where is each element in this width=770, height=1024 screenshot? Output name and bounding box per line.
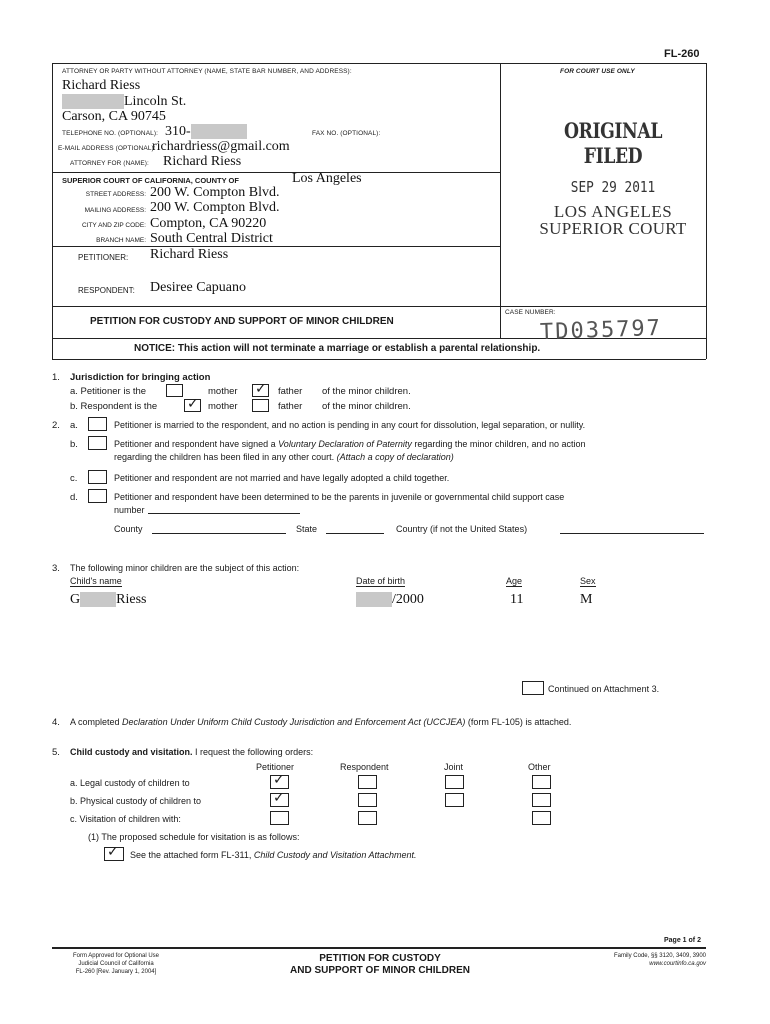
court-mailing: 200 W. Compton Blvd. xyxy=(150,200,280,215)
mailing-label: MAILING ADDRESS: xyxy=(84,207,146,214)
child-dob: /2000 xyxy=(356,592,424,608)
col-other: Other xyxy=(528,762,551,772)
form-id: FL-260 xyxy=(664,48,700,60)
s2-b-checkbox[interactable] xyxy=(88,436,107,450)
case-number: TD035797 xyxy=(539,315,663,346)
attorney-for-label: ATTORNEY FOR (NAME): xyxy=(70,160,149,167)
col-age: Age xyxy=(506,576,523,586)
s5-b-respondent-checkbox[interactable] xyxy=(358,793,377,807)
child-age: 11 xyxy=(510,592,524,607)
fax-label: FAX NO. (OPTIONAL): xyxy=(312,130,381,137)
s1-num: 1. xyxy=(52,372,60,383)
notice: NOTICE: This action will not terminate a marriage or establish a parental relationship. xyxy=(134,343,541,354)
s1-a-label: a. Petitioner is the xyxy=(70,386,147,397)
redaction-block xyxy=(191,124,247,139)
s5-b: b. Physical custody of children to xyxy=(70,796,202,806)
redaction-block xyxy=(356,592,392,607)
case-number-label: CASE NUMBER: xyxy=(505,309,556,316)
case-number-line[interactable] xyxy=(148,513,300,514)
s2-d-text: Petitioner and respondent have been determined to be the parents in juvenile or governmental child support case xyxy=(114,492,565,502)
court-branch: South Central District xyxy=(150,231,273,246)
s2-a-checkbox[interactable] xyxy=(88,417,107,431)
child-sex: M xyxy=(580,592,593,607)
s3-text: The following minor children are the subject of this action: xyxy=(70,563,300,573)
court-city: Compton, CA 90220 xyxy=(150,216,267,231)
attorney-name: Richard Riess xyxy=(62,78,141,93)
s2-num: 2. xyxy=(52,420,60,431)
check-icon: ✓ xyxy=(187,396,199,412)
s1-a-mother-checkbox[interactable] xyxy=(166,384,183,397)
form-title: PETITION FOR CUSTODY AND SUPPORT OF MINOR CHILDREN xyxy=(90,316,394,327)
petitioner-label: PETITIONER: xyxy=(78,253,129,262)
check-icon: ✓ xyxy=(255,381,267,397)
redaction-block xyxy=(62,94,124,109)
s2-c-checkbox[interactable] xyxy=(88,470,107,484)
page-number: Page 1 of 2 xyxy=(664,937,701,944)
redaction-block xyxy=(80,592,116,607)
check-icon: ✓ xyxy=(273,790,285,806)
s5-c-petitioner-checkbox[interactable] xyxy=(270,811,289,825)
s4-num: 4. xyxy=(52,717,60,728)
court-street: 200 W. Compton Blvd. xyxy=(150,185,280,200)
city-label: CITY AND ZIP CODE: xyxy=(81,222,146,229)
s1-heading: Jurisdiction for bringing action xyxy=(70,372,211,383)
s5-a-respondent-checkbox[interactable] xyxy=(358,775,377,789)
attorney-for-value: Richard Riess xyxy=(163,154,242,169)
col-petitioner: Petitioner xyxy=(256,762,295,772)
petitioner-value: Richard Riess xyxy=(150,247,229,262)
s5-a-other-checkbox[interactable] xyxy=(532,775,551,789)
s2-d-checkbox[interactable] xyxy=(88,489,107,503)
country-line[interactable] xyxy=(560,533,704,534)
respondent-value: Desiree Capuano xyxy=(150,280,247,295)
s5-a-joint-checkbox[interactable] xyxy=(445,775,464,789)
s1-a-suffix: of the minor children. xyxy=(322,386,411,397)
s5-heading: Child custody and visitation. I request the following orders: xyxy=(70,747,314,757)
attorney-label: ATTORNEY OR PARTY WITHOUT ATTORNEY (NAME, STATE BAR NUMBER, AND ADDRESS): xyxy=(62,68,352,75)
child-name: G Riess xyxy=(70,592,147,607)
attorney-city: Carson, CA 90745 xyxy=(62,109,166,124)
check-icon: ✓ xyxy=(273,772,285,788)
s2-d-letter: d. xyxy=(70,492,78,503)
filed-stamp: ORIGINAL FILED SEP 29 2011 LOS ANGELES SUPERIOR COURT xyxy=(539,118,687,238)
telephone-value: 310- xyxy=(165,124,247,140)
col-sex: Sex xyxy=(580,576,596,586)
s2-b-text: Petitioner and respondent have signed a Voluntary Declaration of Paternity regarding the minor children, and no action xyxy=(114,439,586,449)
court-county-label: SUPERIOR COURT OF CALIFORNIA, COUNTY OF xyxy=(62,176,239,185)
s5-c-respondent-checkbox[interactable] xyxy=(358,811,377,825)
s2-county-label: County xyxy=(114,524,143,534)
s1-a-father-checkbox[interactable] xyxy=(252,381,269,397)
s1-b-label: b. Respondent is the xyxy=(70,401,158,412)
s3-num: 3. xyxy=(52,563,60,574)
s2-country-label: Country (if not the United States) xyxy=(396,524,528,534)
s5-a: a. Legal custody of children to xyxy=(70,778,190,788)
footer-left: Form Approved for Optional Use Judicial Council of California FL-260 [Rev. January 1, 2004] xyxy=(72,953,160,975)
s1-b-father-checkbox[interactable] xyxy=(252,399,269,412)
branch-label: BRANCH NAME: xyxy=(96,237,146,244)
s1-a-mother: mother xyxy=(208,386,238,397)
email-value: richardriess@gmail.com xyxy=(152,139,290,154)
s5-b-joint-checkbox[interactable] xyxy=(445,793,464,807)
s2-b-text-cont: regarding the children has been filed in any other court. (Attach a copy of declaration) xyxy=(114,452,454,462)
court-county: Los Angeles xyxy=(292,171,362,186)
col-joint: Joint xyxy=(444,762,464,772)
s5-c1: (1) The proposed schedule for visitation is as follows: xyxy=(88,832,300,842)
s2-a-letter: a. xyxy=(70,420,78,431)
col-dob: Date of birth xyxy=(356,576,406,586)
footer-title: PETITION FOR CUSTODY AND SUPPORT OF MINOR CHILDREN xyxy=(290,953,470,976)
s4-text: A completed Declaration Under Uniform Child Custody Jurisdiction and Enforcement Act (UCCJEA) (form FL-105) is attached. xyxy=(70,717,572,727)
county-line[interactable] xyxy=(152,533,286,534)
check-icon: ✓ xyxy=(107,844,119,860)
s5-num: 5. xyxy=(52,747,60,758)
s5-c1-text: See the attached form FL-311, Child Custody and Visitation Attachment. xyxy=(130,850,417,860)
s2-state-label: State xyxy=(296,524,318,534)
telephone-label: TELEPHONE NO. (OPTIONAL): xyxy=(62,130,159,137)
s2-c-letter: c. xyxy=(70,473,78,484)
email-label: E-MAIL ADDRESS (OPTIONAL): xyxy=(58,145,156,152)
s2-d-number-label: number xyxy=(114,505,145,515)
s3-continued: Continued on Attachment 3. xyxy=(548,684,660,694)
s2-a-text: Petitioner is married to the respondent, and no action is pending in any court for dissolution, legal separation, or nullity. xyxy=(114,420,586,430)
s2-c-text: Petitioner and respondent are not married and have legally adopted a child together. xyxy=(114,473,450,483)
s5-c-other-checkbox[interactable] xyxy=(532,811,551,825)
s1-b-mother-checkbox[interactable] xyxy=(184,396,201,412)
s5-a-petitioner-checkbox[interactable] xyxy=(270,772,289,789)
court-use-label: FOR COURT USE ONLY xyxy=(560,68,635,75)
s5-c1-checkbox[interactable] xyxy=(104,844,124,861)
s3-continued-checkbox[interactable] xyxy=(522,681,544,695)
s1-b-father: father xyxy=(278,401,303,412)
s1-a-father: father xyxy=(278,386,303,397)
s2-b-letter: b. xyxy=(70,439,78,450)
s5-b-petitioner-checkbox[interactable] xyxy=(270,790,289,807)
state-line[interactable] xyxy=(326,533,384,534)
street-label: STREET ADDRESS: xyxy=(85,191,146,198)
col-respondent: Respondent xyxy=(340,762,389,772)
footer-right: Family Code, §§ 3120, 3409, 3900 www.courtinfo.ca.gov xyxy=(613,953,706,967)
respondent-label: RESPONDENT: xyxy=(78,286,135,295)
s1-b-mother: mother xyxy=(208,401,238,412)
s1-b-suffix: of the minor children. xyxy=(322,401,411,412)
attorney-street: Lincoln St. xyxy=(62,94,186,110)
s5-b-other-checkbox[interactable] xyxy=(532,793,551,807)
s5-c: c. Visitation of children with: xyxy=(70,814,181,824)
col-child-name: Child's name xyxy=(70,576,122,586)
